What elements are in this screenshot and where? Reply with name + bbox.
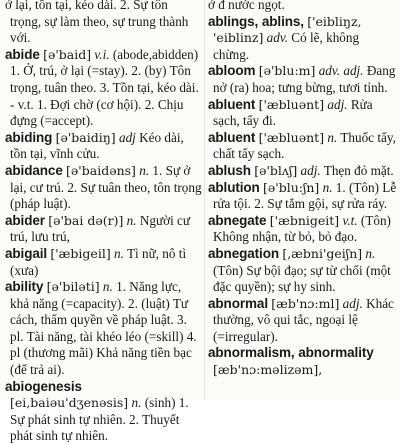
dictionary-entry bbox=[208, 213, 398, 246]
entry-definition: (Tôn) Không nhận, từ bỏ, bỏ đạo. bbox=[213, 212, 391, 245]
entry-part-of-speech: n. bbox=[327, 129, 338, 145]
entry-headword: abluent bbox=[208, 129, 256, 145]
entry-headword: abiding bbox=[5, 129, 53, 145]
entry-pronunciation: [ə'baid] bbox=[43, 46, 92, 62]
entry-part-of-speech: n. bbox=[102, 279, 113, 295]
entry-pronunciation: [ə'baidiŋ] bbox=[55, 129, 116, 145]
entry-definition: (sinh) 1. Sự phát sinh tự nhiên. 2. Thuyết phát sinh tự nhiên. bbox=[10, 395, 189, 444]
dictionary-entry-continuation bbox=[208, 0, 398, 14]
left-column bbox=[5, 0, 202, 445]
dictionary-entry bbox=[208, 14, 398, 64]
dictionary-entry-continuation bbox=[5, 0, 202, 47]
entry-definition: Thẹn đỏ mặt. bbox=[323, 162, 394, 178]
entry-headword: ablush bbox=[208, 162, 251, 178]
entry-headword: abnormalism, abnormality bbox=[208, 345, 374, 361]
entry-definition: (Tôn) Sự bội đạo; sự từ chối (một đặc quyền); sự hy sinh. bbox=[213, 262, 391, 295]
entry-part-of-speech: adj. bbox=[300, 162, 321, 178]
dictionary-entry bbox=[208, 163, 398, 180]
entry-headword: abnegation bbox=[208, 245, 280, 261]
entry-headword: abluent bbox=[208, 96, 256, 112]
entry-headword: abloom bbox=[208, 63, 256, 79]
entry-part-of-speech: n. bbox=[365, 245, 376, 261]
dictionary-entry bbox=[5, 163, 202, 213]
entry-headword: abigail bbox=[5, 245, 48, 261]
entry-part-of-speech: adj. bbox=[327, 96, 348, 112]
entry-definition: Khác thường, vô qui tắc, ngoại lệ (=irregular). bbox=[213, 295, 394, 344]
entry-headword: abnegate bbox=[208, 212, 267, 228]
entry-part-of-speech: adv. adj. bbox=[318, 63, 364, 79]
entry-part-of-speech: n. bbox=[131, 395, 142, 411]
entry-headword: abidance bbox=[5, 162, 63, 178]
entry-part-of-speech: n. bbox=[322, 179, 333, 195]
entry-headword: ablution bbox=[208, 179, 260, 195]
dictionary-entry bbox=[208, 180, 398, 213]
entry-pronunciation: ['æbigeil] bbox=[50, 245, 111, 261]
dictionary-entry bbox=[208, 130, 398, 163]
entry-headword: ablings, ablins, bbox=[208, 13, 304, 29]
entry-pronunciation: ['æbnigeit] bbox=[269, 212, 340, 228]
dictionary-entry bbox=[208, 296, 398, 346]
dictionary-entry bbox=[208, 63, 398, 96]
entry-definition: Rửa sạch, tẩy đi. bbox=[213, 96, 373, 129]
entry-pronunciation: ['æbluənt] bbox=[258, 96, 325, 112]
entry-pronunciation: [æb'nɔ:məlizəm], bbox=[213, 362, 323, 378]
entry-pronunciation: ['æbluənt] bbox=[258, 129, 325, 145]
dictionary-entry bbox=[208, 246, 398, 296]
dictionary-entry bbox=[5, 130, 202, 163]
entry-definition: (abode,abidden) 1. Ở, trú, ở lại (=stay). 2. (by) Tôn trọng, tuân theo. 3. Tồn tại, kéo dài. - v.t. 1. Đợi chờ (cơ hội). 2. Chịu đựng (=accept). bbox=[10, 46, 199, 129]
entry-pronunciation: [æb'nɔ:ml] bbox=[271, 295, 340, 311]
entry-part-of-speech: adj. bbox=[342, 295, 363, 311]
entry-definition: ở lại, tồn tại, kéo dài. 2. Sự tôn trọng, sự làm theo, sự trung thành với. bbox=[5, 0, 189, 46]
entry-pronunciation: [ə'bai də(r)] bbox=[48, 212, 124, 228]
entry-definition: Đang nở (ra) hoa; tưng bừng, tươi tỉnh. bbox=[213, 63, 396, 95]
entry-part-of-speech: n. bbox=[114, 245, 124, 261]
right-column bbox=[208, 0, 398, 379]
entry-definition: Tì nữ, nô tì (xưa) bbox=[10, 245, 187, 278]
entry-pronunciation: [ə'blʌʃ] bbox=[254, 162, 298, 178]
dictionary-entry bbox=[5, 379, 202, 445]
entry-headword: abiogenesis bbox=[5, 378, 82, 394]
dictionary-entry bbox=[5, 246, 202, 279]
entry-definition: 1. Sự ở lại, cư trú. 2. Sự tuân theo, tôn trọng (pháp luật). bbox=[10, 162, 202, 212]
entry-part-of-speech: v.t. bbox=[342, 212, 358, 228]
dictionary-entry bbox=[5, 47, 202, 130]
entry-definition: Có lẽ, không chừng. bbox=[213, 30, 360, 62]
entry-pronunciation: [ə'baidəns] bbox=[66, 162, 136, 178]
entry-definition: Người cư trú, lưu trú, bbox=[10, 212, 191, 245]
entry-headword: abide bbox=[5, 46, 40, 62]
entry-pronunciation: [ei,baiəu'dʒenəsis] bbox=[10, 395, 129, 411]
entry-pronunciation: [ə'blu:ʃn] bbox=[263, 179, 320, 195]
entry-headword: abnormal bbox=[208, 295, 268, 311]
entry-part-of-speech: adj bbox=[118, 129, 136, 145]
entry-definition: 1. Năng lực, khả năng (=capacity). 2. (luật) Tư cách, thẩm quyền về pháp luật. 3. pl. Tài năng, tài khéo léo (=skill) 4. pl (thương mãi) Khả năng tiền bạc (để trả ai). bbox=[10, 279, 197, 378]
entry-part-of-speech: n. bbox=[126, 212, 137, 228]
dictionary-entry bbox=[208, 97, 398, 130]
entry-pronunciation: [,æbni'geiʃn] bbox=[282, 245, 363, 261]
entry-pronunciation: [ə'blu:m] bbox=[258, 63, 316, 79]
entry-definition: Kéo dài, tồn tại, vĩnh cửu. bbox=[10, 129, 184, 162]
entry-part-of-speech: v.i. bbox=[94, 46, 110, 62]
entry-definition: Thuốc tẩy, chất tẩy sạch. bbox=[213, 129, 396, 162]
entry-pronunciation: [ə'biləti] bbox=[46, 279, 100, 295]
entry-definition: 1. (Tôn) Lễ rửa tội. 2. Sự tắm gội, sự rửa ráy. bbox=[213, 179, 397, 212]
dictionary-entry bbox=[208, 345, 398, 378]
entry-headword: ability bbox=[5, 279, 44, 295]
entry-part-of-speech: adv. bbox=[266, 30, 288, 46]
dictionary-entry bbox=[5, 213, 202, 246]
entry-headword: abider bbox=[5, 212, 45, 228]
column-divider bbox=[204, 0, 205, 400]
entry-part-of-speech: n. bbox=[139, 162, 150, 178]
entry-definition: ở đ nước ngọt. bbox=[208, 0, 285, 12]
entry-pronunciation: ['eibliŋz, 'eiblinz] bbox=[213, 13, 362, 46]
dictionary-entry bbox=[5, 279, 202, 379]
